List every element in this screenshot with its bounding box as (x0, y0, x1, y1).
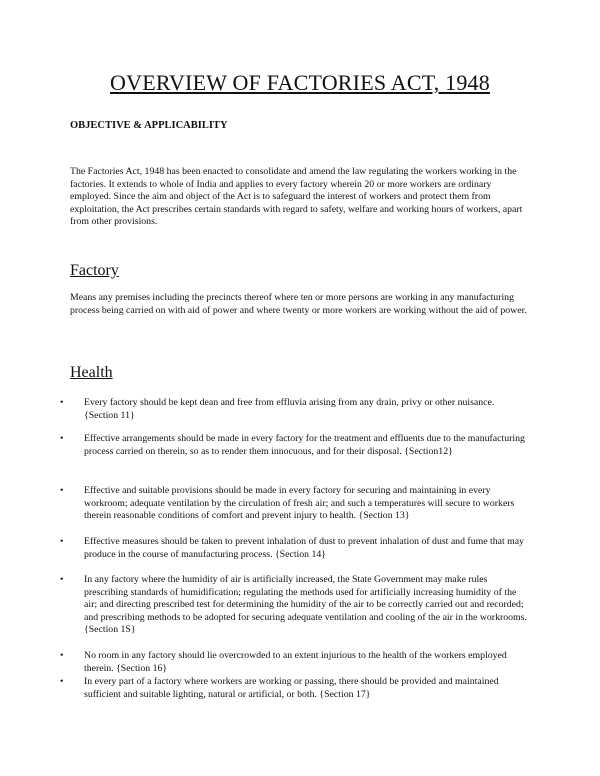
list-item-text: No room in any factory should lie overcrowded to an extent injurious to the health of the workers employed therein. {Section 16} (84, 650, 507, 674)
list-item-text: In every part of a factory where workers are working or passing, there should be provided and maintained sufficient and suitable lighting, natural or artificial, or both. {Section 17} (84, 676, 499, 700)
intro-paragraph: The Factories Act, 1948 has been enacted to consolidate and amend the law regulating the workers working in the factories. It extends to whole of India and applies to every factory wherein 20 or more workers are ordinary employed. Since the aim and object of the Act is to safeguard the interest of workers and protect them from exploitation, the Act prescribes certain standards with regard to safety, welfare and working hours of workers, apart from other provisions. (70, 166, 523, 228)
bullet-icon: • (60, 536, 64, 547)
bullet-icon: • (60, 676, 64, 687)
list-item-text: Effective and suitable provisions should be made in every factory for securing and maintaining in every workroom; adequate ventilation by the circulation of fresh air; and such a temperatures will secure to workers therein reasonable conditions of comfort and prevent injury to health. {Section 13} (84, 485, 515, 522)
objective-heading: OBJECTIVE & APPLICABILITY (70, 120, 228, 131)
factory-heading: Factory (70, 262, 119, 279)
list-item-text: Effective arrangements should be made in every factory for the treatment and effluents due to the manufacturing process carried on therein, so as to render them innocuous, and for their disposal. {Section12} (84, 433, 525, 457)
list-item-text: In any factory where the humidity of air is artificially increased, the State Government may make rules prescribing standards of humidification; regulating the methods used for artificially increasing humidity of the air; and directing prescribed test for determining the humidity of the air to be correctly carried out and recorded; and prescribing methods to be adopted for securing adequate ventilation and cooling of the air in the workrooms. {Section 1S} (84, 574, 527, 636)
bullet-icon: • (60, 485, 64, 496)
list-item-text: Every factory should be kept dean and free from effluvia arising from any drain, privy or other nuisance. {Section 11} (84, 397, 495, 421)
list-item-text: Effective measures should be taken to prevent inhalation of dust to prevent inhalation of dust and fume that may produce in the course of manufacturing process. {Section 14} (84, 536, 525, 560)
bullet-icon: • (60, 433, 64, 444)
health-heading: Health (70, 364, 113, 381)
bullet-icon: • (60, 650, 64, 661)
page-title: OVERVIEW OF FACTORIES ACT, 1948 (110, 70, 490, 95)
factory-definition: Means any premises including the precincts thereof where ten or more persons are working in any manufacturing process being carried on with aid of power and where twenty or more workers are working without the aid of power. (70, 292, 527, 316)
bullet-icon: • (60, 574, 64, 585)
bullet-icon: • (60, 397, 64, 408)
